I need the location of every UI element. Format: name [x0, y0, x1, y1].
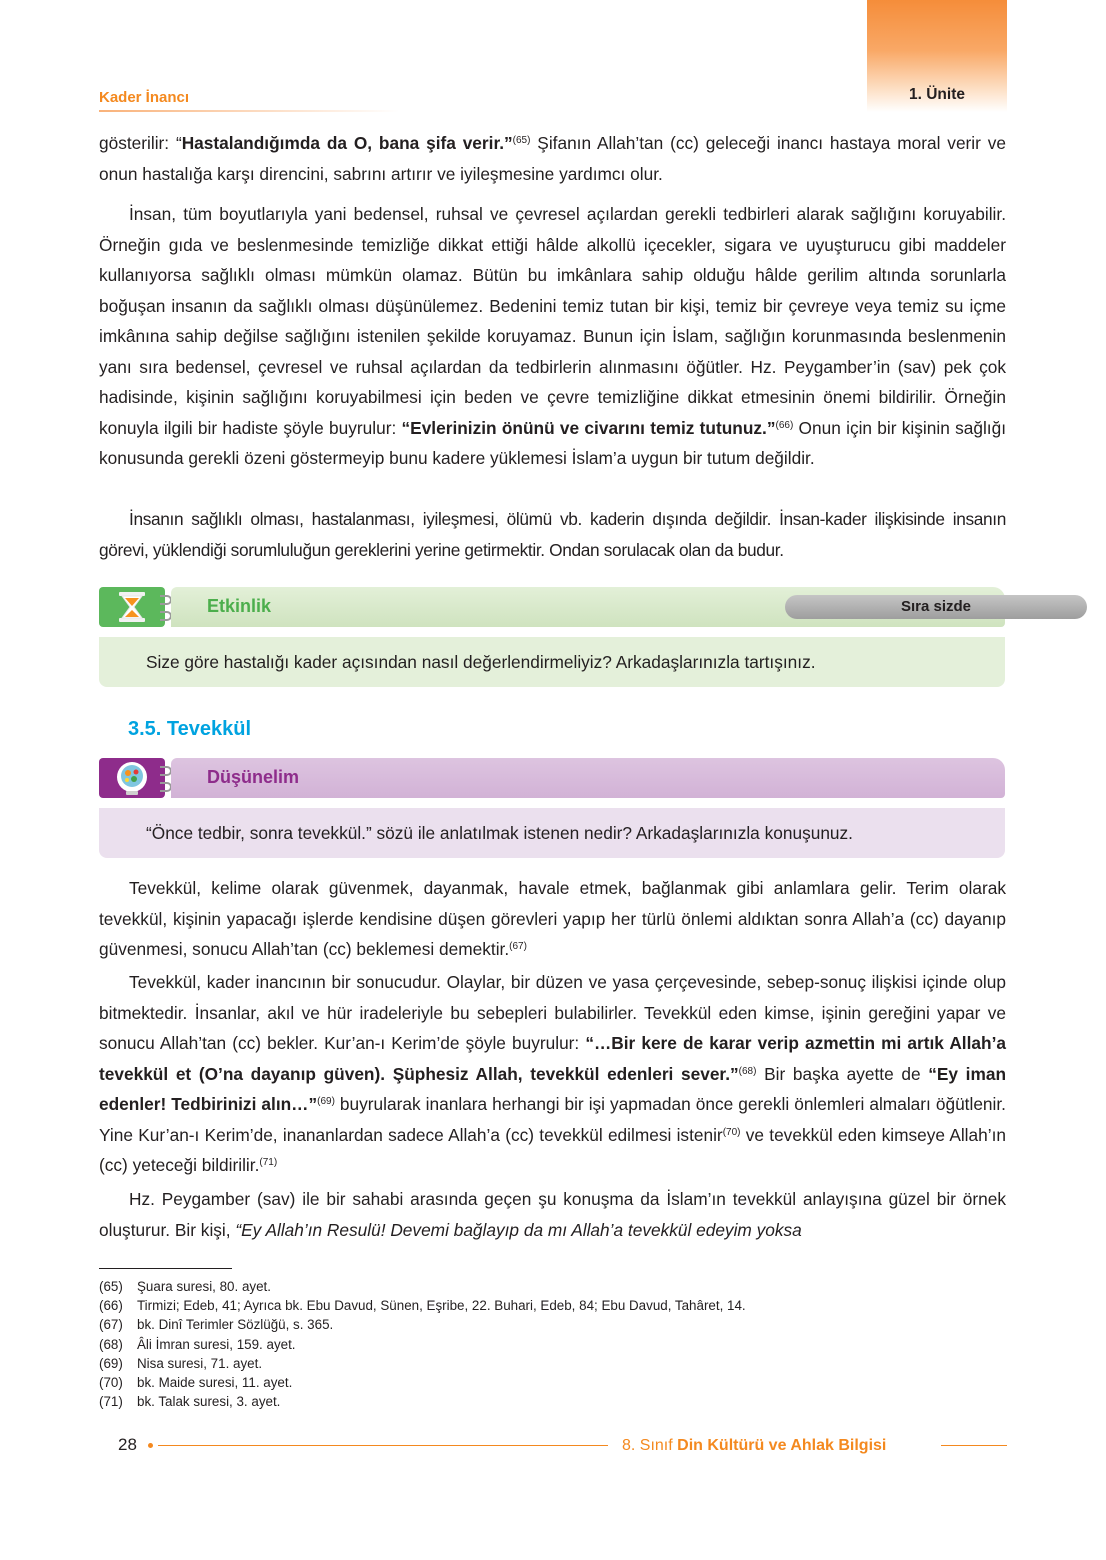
- activity-header: [99, 587, 1005, 627]
- paragraph-4: Tevekkül, kelime olarak güvenmek, dayanmak, havale etmek, bağlanmak gibi anlamlara gelir. Terim olarak tevekkül, kişinin yapacağı işlerde kendisine düşen görevleri yapıp her türlü önlemi aldıktan sonra Allah’a (cc) dayanıp güvenmesi, sonucu Allah’tan (cc) beklemesi demektir.$^{(67)}$: [99, 878, 1006, 959]
- footnote-list: [99, 1277, 746, 1411]
- footnote-divider: [99, 1268, 232, 1269]
- reflection-body: [99, 808, 1005, 858]
- footnote-ref: (69): [317, 1096, 335, 1107]
- footnote-ref: (71): [259, 1157, 278, 1168]
- section-title: 3.5. Tevekkül: [128, 718, 252, 740]
- reflection-header: [99, 758, 1005, 798]
- paragraph-5: Tevekkül, kader inancının bir sonucudur. Olaylar, bir düzen ve yasa çerçevesinde, sebep-sonuç ilişkisi içinde olup bitmektedir. İnsanlar, akıl ve hür iradeleriyle bu sebepleri bulabilirler. Tevekkül eden kimse, işinin gereğini yapar ve sonucu Allah’tan (cc) bekler. Kur’an-ı Kerim’de şöyle buyrulur: “…Bir kere de karar verip azmettin mi artık Allah’a tevekkül et (O’na dayanıp güven). Şüphesiz Allah, tevekkül edenleri sever.”$^{(68)}$ Bir başka ayette de “Ey iman edenler! Tedbirinizi alın…”$^{(69)}$ buyrularak inanlara herhangi bir işi yapmadan önce gerekli önlemleri almaları öğütlenir. Yine Kur’an-ı Kerim’de, inananlardan sadece Allah’a (cc) tevekkül edilmesi istenir$^{(70)}$ ve tevekkül eden kimseye Allah’ın (cc) yeteceği bildirilir.$^{(71)}$: [99, 972, 1007, 1175]
- footnote-item: (65) Şuara suresi, 80. ayet.: [99, 1279, 271, 1294]
- footer-rule-right: [941, 1445, 1007, 1446]
- chapter-title: Kader İnancı: [99, 89, 190, 106]
- footnote-ref: (67): [509, 941, 527, 952]
- paragraph-3: İnsanın sağlıklı olması, hastalanması, iyileşmesi, ölümü vb. kaderin dışında değildir. İnsan-kader ilişkisinde insanın görevi, yüklendiği sorumluluğun gereklerini yerine getirmektir. Ondan sorulacak olan da budur.: [99, 509, 1006, 560]
- paragraph-1: gösterilir: “Hastalandığımda da O, bana şifa verir.”$^{(65)}$ Şifanın Allah’tan (cc) geleceği inancı hastaya moral verir ve onun hastalığa karşı direncini, sabrını artırır ve iyileşmesine yardımcı olur.: [99, 133, 1006, 184]
- footnote-item: (71) bk. Talak suresi, 3. ayet.: [99, 1394, 281, 1410]
- footer-rule-left: [158, 1445, 608, 1446]
- reflection-question: “Önce tedbir, sonra tevekkül.” sözü ile anlatılmak istenen nedir? Arkadaşlarınızla konuşunuz.: [146, 823, 853, 843]
- footnote-item: (68) Âli İmran suresi, 159. ayet.: [99, 1336, 296, 1352]
- footnote-item: (67) bk. Dinî Terimler Sözlüğü, s. 365.: [99, 1317, 334, 1333]
- footnote-item: (69) Nisa suresi, 71. ayet.: [99, 1355, 263, 1371]
- footnote-ref: (68): [738, 1065, 757, 1077]
- reflection-title: Düşünelim: [207, 767, 300, 787]
- footnote-ref: (65): [512, 135, 531, 146]
- page-number: 28: [118, 1435, 137, 1454]
- thinking-head-icon: [99, 758, 165, 798]
- footnote-item: (66) Tirmizi; Edeb, 41; Ayrıca bk. Ebu Davud, Sünen, Eşribe, 22. Buhari, Edeb, 84; Ebu Davud, Tahâret, 14.: [99, 1298, 746, 1314]
- book-title: 8. Sınıf Din Kültürü ve Ahlak Bilgisi: [622, 1437, 887, 1454]
- footnote-ref: (66): [775, 419, 794, 431]
- paragraph-6: Hz. Peygamber (sav) ile bir sahabi arasında geçen şu konuşma da İslam’ın tevekkül anlayışına güzel bir örnek oluşturur. Bir kişi, “Ey Allah’ın Resulü! Devemi bağlayıp da mı Allah’a tevekkül edeyim yoksa: [99, 1189, 1006, 1240]
- footnote-ref: (70): [722, 1126, 741, 1138]
- hourglass-icon: [99, 587, 165, 627]
- reflection-icon-cell: [99, 758, 165, 798]
- activity-icon-cell: [99, 587, 165, 627]
- chapter-underline: [99, 110, 399, 112]
- paragraph-2: İnsan, tüm boyutlarıyla yani bedensel, ruhsal ve çevresel açılardan gerekli tedbirleri alarak sağlığını koruyabilir. Örneğin gıda ve beslenmesinde temizliğe dikkat ettiği hâlde alkollü içecekler, sigara ve uyuşturucu gibi maddeler kullanıyorsa sağlıklı olması mümkün olamaz. Bütün bu imkânlara sahip olduğu hâlde gerilim altında sorunlarla boğuşan insanın da sağlıklı olması düşünülemez. Bedenini temiz tutan bir kişi, temiz bir çevreye veya temiz su içme imkânına sahip değilse sağlığını istenilen şekilde koruyamaz. Bunun için İslam, sağlığın korunmasında beslenmenin yanı sıra bedensel, çevresel ve ruhsal açılardan da tedbirlerin alınmasını öğütler. Hz. Peygamber’in (sav) pek çok hadisinde, kişinin sağlığını koruyabilmesi için beden ve çevre temizliğine dikkat etmesinin önemi bildirilir. Örneğin konuyla ilgili bir hadiste şöyle buyrulur: “Evlerinizin önünü ve civarını temiz tutunuz.”$^{(66)}$ Onun için bir kişinin sağlığı konusunda gerekli özeni göstermeyip bunu kadere yüklemesi İslam’a uygun bir tutum değildir.: [99, 204, 1006, 468]
- sira-sizde-badge: Sıra sizde: [785, 595, 1087, 619]
- activity-question: Size göre hastalığı kader açısından nasıl değerlendirmeliyiz? Arkadaşlarınızla tartışınız.: [146, 652, 816, 672]
- footnote-item: (70) bk. Maide suresi, 11. ayet.: [99, 1375, 293, 1391]
- activity-title: Etkinlik: [207, 596, 272, 616]
- unit-label: 1. Ünite: [909, 86, 965, 103]
- footer-dot: [148, 1443, 153, 1448]
- activity-body: [99, 637, 1005, 687]
